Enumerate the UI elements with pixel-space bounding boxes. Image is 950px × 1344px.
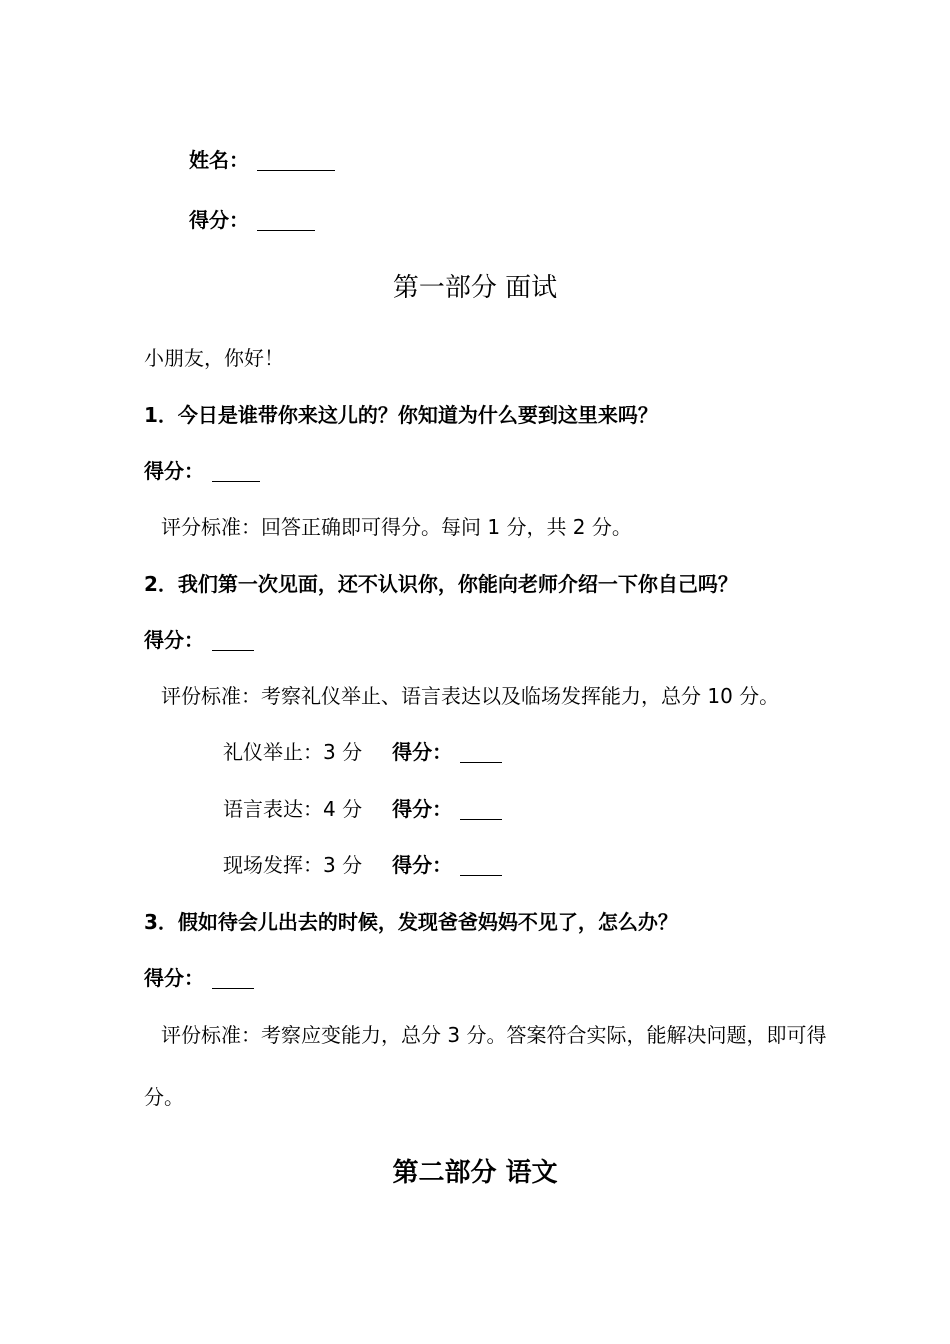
q2-item-score-blank[interactable] xyxy=(460,742,502,763)
q2-item-label: 礼仪举止：3 分 xyxy=(223,740,363,764)
q1-question: 1．今日是谁带你来这儿的？你知道为什么要到这里来吗？ xyxy=(144,403,658,427)
part2-title: 第二部分 语文 xyxy=(392,1158,558,1188)
q2-score-row xyxy=(144,630,254,651)
q3-criteria-line2: 分。 xyxy=(144,1085,184,1109)
q2-criteria: 评份标准：考察礼仪举止、语言表达以及临场发挥能力，总分 10 分。 xyxy=(161,684,780,708)
part1-title: 第一部分 面试 xyxy=(392,273,558,303)
q2-item-score-blank[interactable] xyxy=(460,855,502,876)
total-score-row xyxy=(189,210,315,231)
q2-score-blank[interactable] xyxy=(212,630,254,651)
q1-score-label: 得分： xyxy=(144,459,204,483)
q3-score-blank[interactable] xyxy=(212,968,254,989)
q2-item-label: 语言表达：4 分 xyxy=(223,797,363,821)
greeting: 小朋友，你好！ xyxy=(144,346,284,370)
q3-question: 3．假如待会儿出去的时候，发现爸爸妈妈不见了，怎么办？ xyxy=(144,910,678,934)
total-score-blank[interactable] xyxy=(257,210,315,231)
q1-criteria: 评分标准：回答正确即可得分。每问 1 分，共 2 分。 xyxy=(161,515,632,539)
name-label: 姓名： xyxy=(189,148,249,172)
q2-item-row xyxy=(223,799,502,820)
q3-score-row xyxy=(144,968,254,989)
q1-score-blank[interactable] xyxy=(212,461,260,482)
total-score-label: 得分： xyxy=(189,208,249,232)
q2-item-score-label: 得分： xyxy=(392,853,453,877)
name-row xyxy=(189,150,335,171)
q2-item-score-label: 得分： xyxy=(392,797,453,821)
q1-score-row xyxy=(144,461,260,482)
q2-item-score-blank[interactable] xyxy=(460,799,502,820)
q2-item-row xyxy=(223,855,502,876)
q3-criteria-line1: 评份标准：考察应变能力，总分 3 分。答案符合实际，能解决问题，即可得 xyxy=(161,1023,827,1047)
name-blank[interactable] xyxy=(257,150,335,171)
q3-score-label: 得分： xyxy=(144,966,204,990)
q2-score-label: 得分： xyxy=(144,628,204,652)
q2-item-score-label: 得分： xyxy=(392,740,453,764)
q2-item-row xyxy=(223,742,502,763)
q2-question: 2．我们第一次见面，还不认识你，你能向老师介绍一下你自己吗？ xyxy=(144,572,738,596)
q2-item-label: 现场发挥：3 分 xyxy=(223,853,363,877)
